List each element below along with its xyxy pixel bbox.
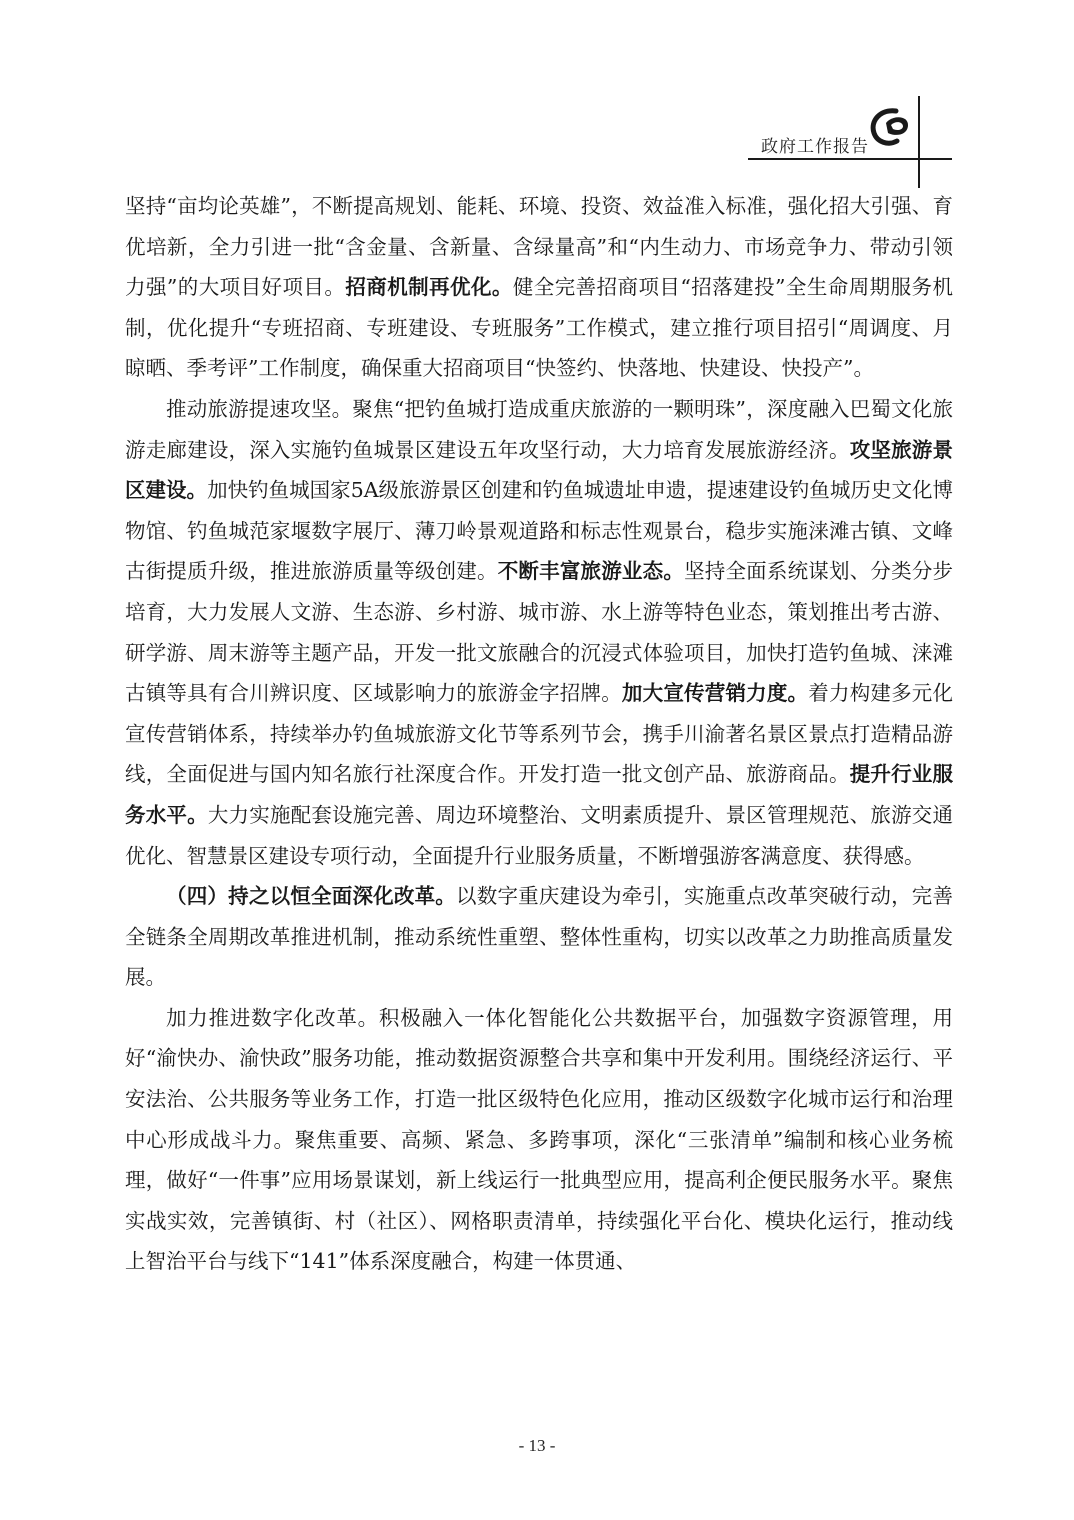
paragraph-lead-phrase: 招商机制再优化。 — [345, 275, 513, 300]
paragraph-topic-phrase: 推动旅游提速攻坚。 — [166, 396, 353, 421]
paragraph — [125, 186, 953, 389]
paragraph — [125, 389, 953, 876]
paragraph-text: 积极融入一体化智能化公共数据平台，加强数字资源管理，用好“渝快办、渝快政”服务功能，推动数据资源整合共享和集中开发利用。围绕经济运行、平安法治、公共服务等业务工作，打造一批区级特色化应用，推动区级数字化城市运行和治理中心形成战斗力。聚焦重要、高频、紧急、多跨事项，深化“三张清单”编制和核心业务梳理，做好“一件事”应用场景谋划，新上线运行一批典型应用，提高利企便民服务水平。聚焦实战实效，完善镇街、村（社区）、网格职责清单，持续强化平台化、模块化运行，推动线上智治平台与线下“141”体系深度融合，构建一体贯通、 — [125, 1005, 954, 1274]
paragraph-lead-phrase: 提升行业服务水平。 — [125, 762, 954, 827]
page-number: - 13 - — [518, 1436, 556, 1455]
paragraph — [125, 998, 953, 1282]
paragraph-text: 大力实施配套设施完善、周边环境整治、文明素质提升、景区管理规范、旅游交通优化、智慧景区建设专项行动，全面提升行业服务质量，不断增强游客满意度、获得感。 — [125, 802, 954, 868]
header-title: 政府工作报告 — [761, 137, 869, 157]
paragraph — [125, 876, 953, 998]
paragraph-text: 聚焦“把钓鱼城打造成重庆旅游的一颗明珠”，深度融入巴蜀文化旅游走廊建设，深入实施钓鱼城景区建设五年攻坚行动，大力培育发展旅游经济。 — [125, 396, 954, 462]
header-divider-horizontal — [748, 158, 952, 160]
paragraph-text: 着力构建多元化宣传营销体系，持续举办钓鱼城旅游文化节等系列节会，携手川渝著名景区景点打造精品游线，全面促进与国内知名旅行社深度合作。开发打造一批文创产品、旅游商品。 — [125, 681, 954, 787]
section-heading: （四）持之以恒全面深化改革。 — [166, 884, 457, 909]
paragraph-text: 健全完善招商项目“招落建投”全生命周期服务机制，优化提升“专班招商、专班建设、专班服务”工作模式，建立推行项目招引“周调度、月晾晒、季考评”工作制度，确保重大招商项目“快签约、快落地、快建设、快投产”。 — [125, 275, 953, 381]
paragraph-text: 坚持“亩均论英雄”，不断提高规划、能耗、环境、投资、效益准入标准，强化招大引强、育优培新，全力引进一批“含金量、含新量、含绿量高”和“内生动力、市场竞争力、带动引领力强”的大项目好项目。 — [125, 194, 953, 300]
paragraph-lead-phrase: 加大宣传营销力度。 — [621, 681, 809, 706]
paragraph-topic-phrase: 加力推进数字化改革。 — [166, 1005, 379, 1030]
paragraph-lead-phrase: 攻坚旅游景区建设。 — [125, 437, 954, 503]
paragraph-lead-phrase: 不断丰富旅游业态。 — [497, 559, 685, 584]
paragraph-text: 坚持全面系统谋划、分类分步培育，大力发展人文游、生态游、乡村游、城市游、水上游等特色业态，策划推出考古游、研学游、周末游等主题产品，开发一批文旅融合的沉浸式体验项目，加快打造钓鱼城、涞滩古镇等具有合川辨识度、区域影响力的旅游金字招牌。 — [125, 559, 954, 706]
header-divider-vertical — [918, 96, 920, 188]
body-text — [125, 186, 953, 1282]
paragraph-text: 以数字重庆建设为牵引，实施重点改革突破行动，完善全链条全周期改革推进机制，推动系统性重塑、整体性重构，切实以改革之力助推高质量发展。 — [125, 884, 954, 990]
paragraph-text: 加快钓鱼城国家5A级旅游景区创建和钓鱼城遗址申遗，提速建设钓鱼城历史文化博物馆、钓鱼城范家堰数字展厅、薄刀岭景观道路和标志性观景台，稳步实施涞滩古镇、文峰古街提质升级，推进旅游质量等级创建。 — [125, 478, 953, 584]
government-report-logo-icon — [866, 103, 914, 151]
